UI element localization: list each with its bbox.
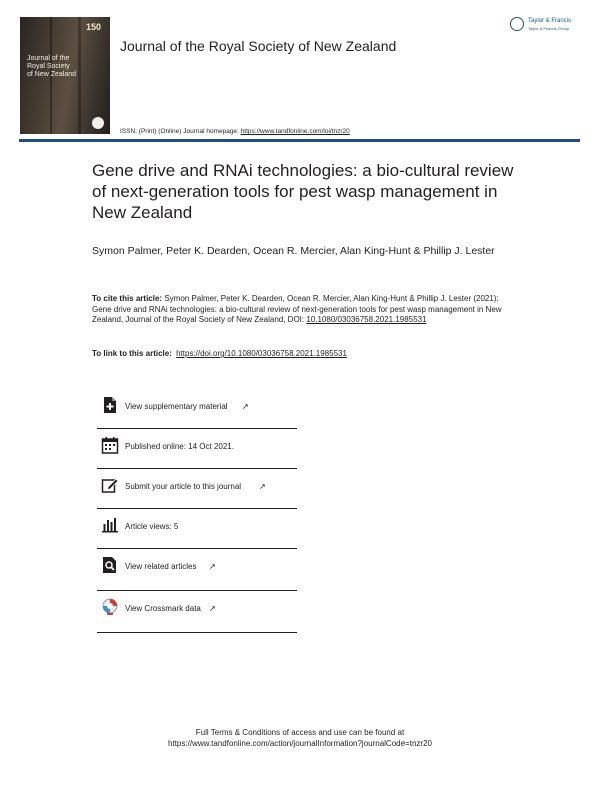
divider (97, 508, 297, 509)
journal-homepage-link[interactable]: https://www.tandfonline.com/loi/tnzr20 (240, 128, 350, 135)
article-views-row (97, 516, 297, 540)
external-link-icon: ↗ (209, 604, 216, 613)
header-divider (19, 139, 580, 142)
citation (92, 294, 512, 326)
crossmark-icon (101, 598, 119, 616)
publisher-logo[interactable] (510, 17, 582, 37)
bar-chart-icon (101, 516, 119, 534)
submit-article-link[interactable] (97, 476, 297, 500)
publisher-name: Taylor & Francis (528, 18, 572, 24)
cover-emblem (92, 117, 104, 129)
article-doi-link[interactable]: https://doi.org/10.1080/03036758.2021.1985531 (176, 349, 347, 358)
journal-cover-image (20, 17, 110, 134)
external-link-icon: ↗ (209, 562, 216, 571)
divider (97, 468, 297, 469)
divider (97, 632, 297, 633)
divider (97, 548, 297, 549)
crossmark-link[interactable] (97, 598, 297, 622)
search-document-icon (101, 556, 119, 574)
crossmark-label: View Crossmark data (125, 604, 201, 613)
calendar-icon (101, 436, 119, 454)
divider (97, 428, 297, 429)
cover-150-badge: 150 (86, 22, 102, 32)
article-authors: Symon Palmer, Peter K. Dearden, Ocean R. Mercier, Alan King-Hunt & Phillip J. Lester (92, 245, 495, 257)
cover-title: Journal of the Royal Society of New Zealand (27, 55, 77, 78)
supplementary-material-link[interactable] (97, 396, 297, 420)
article-link-line (92, 349, 347, 358)
article-link-label: To link to this article: (92, 349, 172, 358)
issn-line (120, 128, 350, 135)
external-link-icon: ↗ (259, 482, 266, 491)
citation-text: Symon Palmer, Peter K. Dearden, Ocean R. Mercier, Alan King-Hunt & Phillip J. Lester (2021): Gene drive and RNAi technologies: a bio-cultural review of next-generation tools for pest wasp management in New Zealand, Journal of the Royal Society of New Zealand, DOI: (92, 294, 502, 324)
issn-text: ISSN: (Print) (Online) Journal homepage: (120, 128, 241, 135)
article-title: Gene drive and RNAi technologies: a bio-cultural review of next-generation tools for pest wasp management in New Zealand (92, 161, 514, 222)
published-online-label: Published online: 14 Oct 2021. (125, 442, 234, 451)
citation-label: To cite this article: (92, 294, 163, 303)
related-articles-label: View related articles (125, 562, 197, 571)
publisher-logo-icon (510, 17, 524, 31)
citation-doi-link[interactable]: 10.1080/03036758.2021.1985531 (306, 315, 427, 324)
pencil-edit-icon (101, 476, 119, 494)
publisher-subname: Taylor & Francis Group (528, 26, 569, 31)
published-online-row (97, 436, 297, 460)
footer-terms-url[interactable]: https://www.tandfonline.com/action/journalInformation?journalCode=tnzr20 (168, 739, 432, 748)
submit-article-label: Submit your article to this journal (125, 482, 242, 491)
footer-terms (0, 727, 600, 749)
external-link-icon: ↗ (242, 402, 249, 411)
related-articles-link[interactable] (97, 556, 297, 580)
journal-title: Journal of the Royal Society of New Zealand (120, 38, 397, 54)
divider (97, 590, 297, 591)
article-views-label: Article views: 5 (125, 522, 179, 531)
supplementary-material-label: View supplementary material (125, 402, 228, 411)
footer-terms-line: Full Terms & Conditions of access and use can be found at (195, 728, 405, 737)
plus-document-icon (101, 396, 119, 414)
